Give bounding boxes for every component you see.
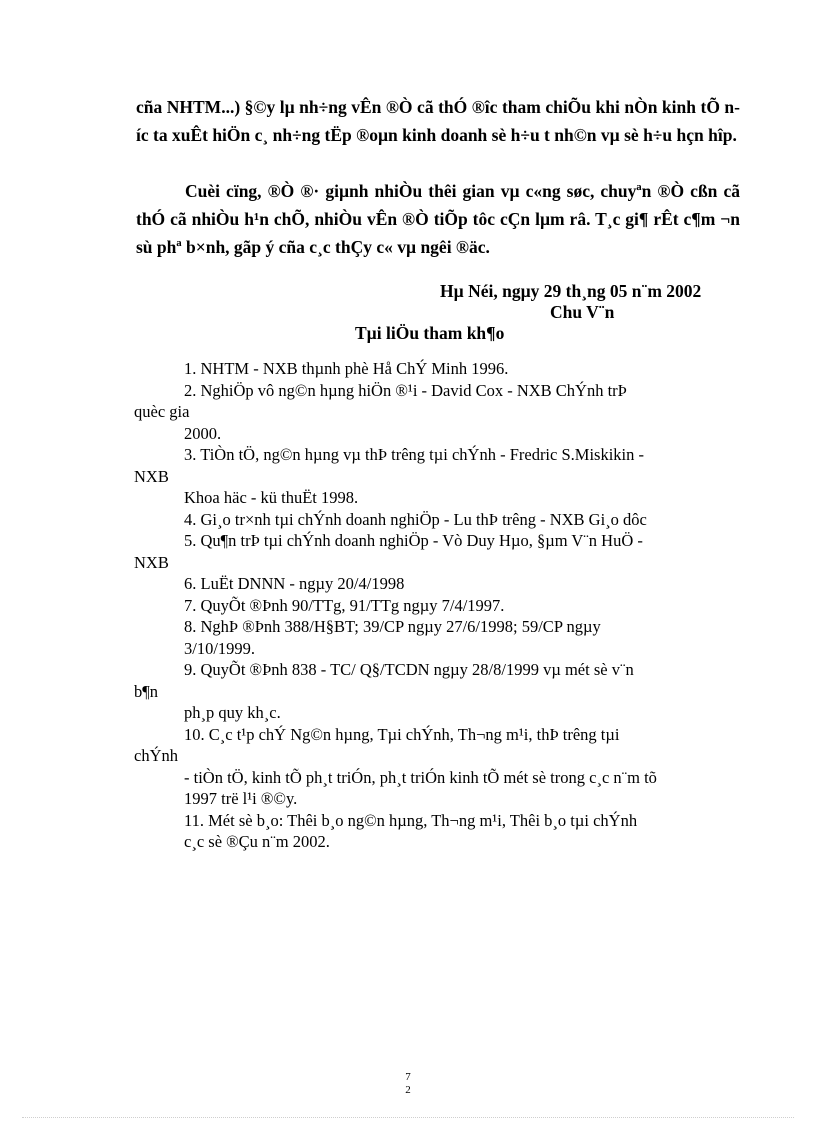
reference-line: b¶n xyxy=(134,681,158,701)
reference-line: 1997 trë l¹i ®©y. xyxy=(184,789,298,808)
page-bottom-divider xyxy=(22,1117,794,1118)
reference-item xyxy=(134,659,740,724)
reference-line: 5. Qu¶n trÞ tµi chÝnh doanh nghiÖp - Vò Duy Hµo, §µm V¨n HuÖ - xyxy=(184,531,643,550)
reference-line: 9. QuyÕt ®Þnh 838 - TC/ Q§/TCDN ngµy 28/8/1999 vµ mét sè v¨n xyxy=(184,660,634,679)
reference-line: 3. TiÒn tÖ, ng©n hµng vµ thÞ trêng tµi chÝnh - Fredric S.Miskikin - xyxy=(184,445,644,464)
signature-author: Chu V¨n xyxy=(550,302,615,322)
reference-line: 11. Mét sè b¸o: Thêi b¸o ng©n hµng, Th¬ng m¹i, Thêi b¸o tµi chÝnh xyxy=(184,810,638,830)
reference-line: c¸c sè ®Çu n¨m 2002. xyxy=(184,832,330,851)
reference-line: 10. C¸c t¹p chÝ Ng©n hµng, Tµi chÝnh, Th¬ng m¹i, thÞ trêng tµi xyxy=(184,724,620,744)
reference-line: 8. NghÞ ®Þnh 388/H§BT; 39/CP ngµy 27/6/1998; 59/CP ngµy xyxy=(184,617,601,636)
reference-item xyxy=(134,530,740,573)
reference-line: quèc gia xyxy=(134,402,190,421)
reference-item xyxy=(134,358,740,380)
page-number-digit-1: 7 xyxy=(405,1071,411,1083)
reference-line: 2000. xyxy=(184,423,222,443)
reference-line: ph¸p quy kh¸c. xyxy=(184,703,281,722)
reference-line: 3/10/1999. xyxy=(184,638,256,658)
reference-line: - tiÒn tÖ, kinh tÕ ph¸t triÓn, ph¸t triÓn kinh tÕ mét sè trong c¸c n¨m tõ xyxy=(184,767,657,787)
reference-line: Khoa häc - kü thuËt 1998. xyxy=(184,488,359,507)
reference-line: 2. NghiÖp vô ng©n hµng hiÖn ®¹i - David Cox - NXB ChÝnh trÞ xyxy=(184,380,627,400)
reference-line: NXB xyxy=(134,466,169,486)
reference-item xyxy=(134,509,740,531)
signature-place-date: Hµ Néi, ngµy 29 th¸ng 05 n¨m 2002 xyxy=(440,281,702,301)
reference-line: 1. NHTM - NXB thµnh phè Hå ChÝ Minh 1996. xyxy=(184,359,509,378)
reference-item xyxy=(134,724,740,810)
reference-line: 4. Gi¸o tr×nh tµi chÝnh doanh nghiÖp - Lu thÞ trêng - NXB Gi¸o dôc xyxy=(184,509,647,529)
reference-item xyxy=(134,573,740,595)
body-paragraph-1: cña NHTM...) §©y lµ nh÷ng vÊn ®Ò cã thÓ ®îc tham chiÕu khi nÒn kinh tÕ níc ta xuÊt hiÖn c¸ nh÷ng tËp ®oµn kinh doanh sè h÷u t nh©n vµ sè h÷u hçn hîp. xyxy=(136,97,740,145)
reference-line: 6. LuËt DNNN - ngµy 20/4/1998 xyxy=(184,574,405,593)
reference-line: 7. QuyÕt ®Þnh 90/TTg, 91/TTg ngµy 7/4/1997. xyxy=(184,595,505,615)
reference-item xyxy=(134,444,740,509)
references-title: Tµi liÖu tham kh¶o xyxy=(355,323,505,343)
reference-item xyxy=(134,616,740,659)
reference-item xyxy=(134,380,740,445)
page-number-digit-2: 2 xyxy=(405,1084,411,1096)
reference-item xyxy=(134,810,740,853)
body-paragraph-2: Cuèi cïng, ®Ò ®· giµnh nhiÒu thêi gian vµ c«ng søc, chuyªn ®Ò cßn cã thÓ cã nhiÒu h¹n chÕ, nhiÒu vÊn ®Ò tiÕp tôc cÇn lµm râ. T¸c gi¶ rÊt c¶m ¬n sù phª b×nh, gãp ý cña c¸c thÇy c« vµ ngêi ®äc. xyxy=(136,181,740,257)
references-list xyxy=(134,358,740,853)
reference-item xyxy=(134,595,740,617)
reference-line: NXB xyxy=(134,552,169,572)
reference-line: chÝnh xyxy=(134,746,178,765)
